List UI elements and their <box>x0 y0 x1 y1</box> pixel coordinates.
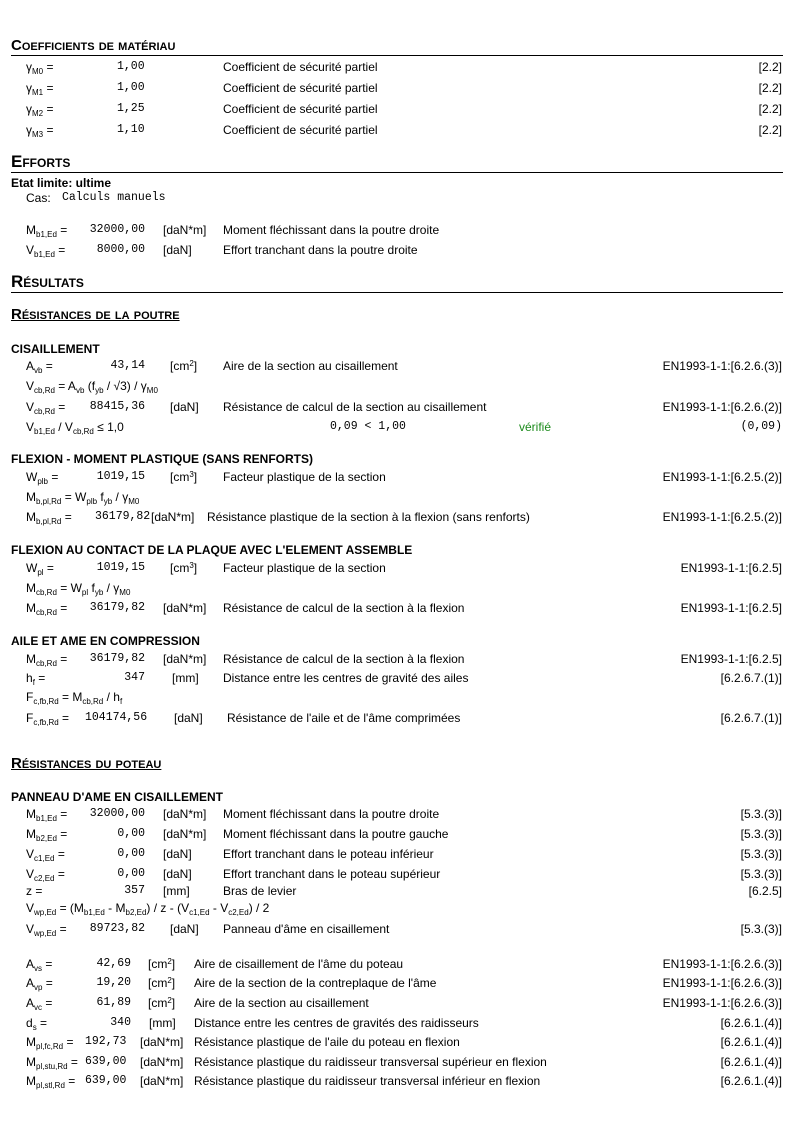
symbol-subscript: vs <box>34 964 43 973</box>
value: 19,20 <box>96 976 131 989</box>
value: 340 <box>110 1016 131 1029</box>
reference: [5.3.(3)] <box>740 827 782 841</box>
value: 61,89 <box>96 996 131 1009</box>
value: 1,25 <box>117 102 145 115</box>
reference: EN1993-1-1:[6.2.6.(3)] <box>662 359 782 373</box>
description: Résistance de l'aile et de l'âme comprimées <box>227 711 461 725</box>
divider <box>11 292 783 293</box>
symbol-label: $M_{cb,Rd}$ = <box>26 652 68 668</box>
value: 36179,82 <box>95 510 151 523</box>
section-title-resultats: Résultats <box>11 272 84 291</box>
description: Coefficient de sécurité partiel <box>223 81 378 95</box>
description: Effort tranchant dans le poteau supérieur <box>223 867 441 881</box>
symbol-label: $M_{b1,Ed}$ = <box>26 223 68 239</box>
value: 0,00 <box>117 867 145 880</box>
unit-exponent: 2 <box>167 996 172 1005</box>
reference: [2.2] <box>758 123 782 137</box>
value: 1,10 <box>117 123 145 136</box>
unit-label: [mm] <box>163 884 190 898</box>
reference: EN1993-1-1:[6.2.6.(3)] <box>662 976 782 990</box>
value: 36179,82 <box>89 601 145 614</box>
value: 639,00 <box>85 1055 127 1068</box>
formula-subscript: M0 <box>146 386 158 395</box>
reference: [5.3.(3)] <box>740 807 782 821</box>
description: Résistance plastique du raidisseur transversal supérieur en flexion <box>194 1055 547 1069</box>
value: 8000,00 <box>96 243 145 256</box>
reference: [6.2.6.7.(1)] <box>720 711 782 725</box>
description: Aire de la section au cisaillement <box>223 359 398 373</box>
unit-label: [daN] <box>163 847 192 861</box>
value: 36179,82 <box>89 652 145 665</box>
subsection-title-compression: AILE ET AME EN COMPRESSION <box>11 634 200 648</box>
reference: [5.3.(3)] <box>740 867 782 881</box>
description: Résistance de calcul de la section à la flexion <box>223 652 465 666</box>
symbol-label: $M_{pl,stl,Rd}$ = <box>26 1074 76 1090</box>
symbol-subscript: pl,stl,Rd <box>36 1081 65 1090</box>
description: Panneau d'âme en cisaillement <box>223 922 390 936</box>
description: Coefficient de sécurité partiel <box>223 102 378 116</box>
formula-subscript: cb,Rd <box>36 588 57 597</box>
unit-label: [daN*m] <box>163 807 207 821</box>
description: Résistance plastique du raidisseur transversal inférieur en flexion <box>194 1074 541 1088</box>
description: Résistance plastique de l'aile du poteau en flexion <box>194 1035 460 1049</box>
symbol-subscript: M3 <box>32 130 44 139</box>
unit-label: [daN*m] <box>163 652 207 666</box>
description: Résistance de calcul de la section au cisaillement <box>223 400 487 414</box>
description: Moment fléchissant dans la poutre gauche <box>223 827 449 841</box>
formula-subscript: f <box>119 697 123 706</box>
value: 1019,15 <box>96 470 145 483</box>
check-status: vérifié <box>519 420 552 434</box>
symbol-subscript: c,fb,Rd <box>33 718 59 727</box>
formula-subscript: M0 <box>128 497 140 506</box>
symbol-label: $M_{pl,fc,Rd}$ = <box>26 1035 74 1051</box>
description: Effort tranchant dans la poutre droite <box>223 243 418 257</box>
symbol-subscript: M2 <box>32 109 44 118</box>
unit-label: [daN*m] <box>163 827 207 841</box>
description: Moment fléchissant dans la poutre droite <box>223 807 440 821</box>
unit-label: [daN] <box>174 711 203 725</box>
symbol-subscript: wp,Ed <box>34 929 57 938</box>
value: 43,14 <box>110 359 145 372</box>
unit-label: $[cm^3]$ <box>170 561 198 575</box>
symbol-subscript: b,pl,Rd <box>36 517 62 526</box>
unit-label: $[cm^2]$ <box>170 359 198 373</box>
value: 357 <box>124 884 145 897</box>
formula-subscript: yb <box>103 497 113 506</box>
section-title-poutre: Résistances de la poutre <box>11 306 180 323</box>
description: Moment fléchissant dans la poutre droite <box>223 223 440 237</box>
reference: [5.3.(3)] <box>740 847 782 861</box>
value: 1019,15 <box>96 561 145 574</box>
symbol-label: $W_{pl}$ = <box>26 561 54 577</box>
formula: $V_{b1,Ed} / V_{cb,Rd} \le 1,0$ <box>26 420 124 436</box>
limit-state-label: Etat limite: ultime <box>11 176 112 190</box>
formula-subscript: M0 <box>119 588 131 597</box>
unit-label: $[cm^2]$ <box>148 976 176 990</box>
value: 1,00 <box>117 60 145 73</box>
subsection-title-cisaillement: CISAILLEMENT <box>11 342 100 356</box>
formula-subscript: vb <box>75 386 85 395</box>
unit-label: $[cm^3]$ <box>170 470 198 484</box>
unit-label: [mm] <box>149 1016 176 1030</box>
value: 1,00 <box>117 81 145 94</box>
reference: EN1993-1-1:[6.2.6.(3)] <box>662 957 782 971</box>
divider <box>11 172 783 173</box>
formula-subscript: b1,Ed <box>34 427 55 436</box>
unit-label: $[cm^2]$ <box>148 957 176 971</box>
reference: [6.2.6.1.(4)] <box>720 1035 782 1049</box>
symbol-label: z = <box>26 884 43 898</box>
unit-label: [mm] <box>172 671 199 685</box>
unit-label: [daN] <box>170 922 199 936</box>
formula: $M_{cb,Rd} = W_{pl}$ $f_{yb} / \gamma_{M0}$ <box>26 581 131 597</box>
description: Résistance plastique de la section à la flexion (sans renforts) <box>207 510 530 524</box>
formula-subscript: b2,Ed <box>125 908 147 917</box>
formula-subscript: b,pl,Rd <box>36 497 62 506</box>
value: 0,00 <box>117 847 145 860</box>
symbol-subscript: pl <box>37 568 44 577</box>
formula-subscript: cb,Rd <box>34 386 55 395</box>
unit-exponent: 3 <box>189 561 194 570</box>
reference: [2.2] <box>758 60 782 74</box>
unit-exponent: 2 <box>167 957 172 966</box>
unit-label: [daN*m] <box>163 601 207 615</box>
section-title-coefficients: Coefficients de matériau <box>11 37 176 54</box>
symbol-label: $V_{c1,Ed}$ = <box>26 847 65 863</box>
formula-subscript: cb,Rd <box>82 697 104 706</box>
symbol-label: $M_{cb,Rd}$ = <box>26 601 68 617</box>
symbol-subscript: f <box>32 678 35 687</box>
symbol-label: $A_{vb}$ = <box>26 359 53 375</box>
value: 89723,82 <box>89 922 145 935</box>
reference: EN1993-1-1:[6.2.5.(2)] <box>662 510 782 524</box>
reference: [6.2.6.1.(4)] <box>720 1055 782 1069</box>
symbol-subscript: b1,Ed <box>36 814 57 823</box>
reference: [5.3.(3)] <box>740 922 782 936</box>
description: Facteur plastique de la section <box>223 561 386 575</box>
reference: EN1993-1-1:[6.2.5.(2)] <box>662 470 782 484</box>
formula-subscript: pl <box>81 588 89 597</box>
description: Aire de la section au cisaillement <box>194 996 369 1010</box>
value: 32000,00 <box>89 807 145 820</box>
value: 42,69 <box>96 957 131 970</box>
description: Coefficient de sécurité partiel <box>223 123 378 137</box>
unit-label: [daN*m] <box>140 1074 184 1088</box>
symbol-label: $V_{c2,Ed}$ = <box>26 867 65 883</box>
symbol-subscript: b1,Ed <box>34 250 55 259</box>
gamma-symbol: $\gamma_{M0}$ = <box>26 60 54 76</box>
reference: [6.2.6.1.(4)] <box>720 1016 782 1030</box>
formula-subscript: c2,Ed <box>228 908 249 917</box>
value: 0,00 <box>117 827 145 840</box>
unit-label: [daN] <box>163 243 192 257</box>
unit-label: [daN*m] <box>163 223 207 237</box>
symbol-label: $W_{plb}$ = <box>26 470 59 486</box>
symbol-label: $V_{wp,Ed}$ = <box>26 922 67 938</box>
reference: [6.2.6.7.(1)] <box>720 671 782 685</box>
formula-subscript: plb <box>86 497 98 506</box>
description: Aire de cisaillement de l'âme du poteau <box>194 957 404 971</box>
gamma-symbol: $\gamma_{M2}$ = <box>26 102 54 118</box>
symbol-subscript: s <box>32 1023 37 1032</box>
formula: $V_{cb,Rd} = A_{vb}$ $(f_{yb} / √3) / \gamma_{M0}$ <box>26 379 158 395</box>
symbol-subscript: cb,Rd <box>36 608 57 617</box>
symbol-subscript: c2,Ed <box>34 874 55 883</box>
description: Distance entre les centres de gravités des raidisseurs <box>194 1016 479 1030</box>
unit-exponent: 2 <box>189 359 194 368</box>
description: Résistance de calcul de la section à la flexion <box>223 601 465 615</box>
reference: [2.2] <box>758 81 782 95</box>
unit-label: [daN] <box>163 867 192 881</box>
symbol-subscript: vc <box>34 1003 43 1012</box>
subsection-title-panneau: PANNEAU D'AME EN CISAILLEMENT <box>11 790 223 804</box>
symbol-label: $M_{b2,Ed}$ = <box>26 827 68 843</box>
value: 32000,00 <box>89 223 145 236</box>
symbol-label: $M_{pl,stu,Rd}$ = <box>26 1055 78 1071</box>
symbol-label: $V_{b1,Ed}$ = <box>26 243 66 259</box>
unit-label: [daN*m] <box>140 1035 184 1049</box>
case-label: Cas: <box>26 191 51 205</box>
description: Bras de levier <box>223 884 297 898</box>
formula-subscript: yb <box>95 386 104 395</box>
symbol-label: $V_{cb,Rd}$ = <box>26 400 66 416</box>
symbol-subscript: cb,Rd <box>36 659 57 668</box>
formula: $M_{b,pl,Rd} = W_{plb}$ $f_{yb} / \gamma_{M0}$ <box>26 490 140 506</box>
unit-label: $[cm^2]$ <box>148 996 176 1010</box>
subsection-title-flexion-plastique: FLEXION - MOMENT PLASTIQUE (SANS RENFORTS) <box>11 452 313 466</box>
symbol-subscript: M0 <box>32 67 44 76</box>
symbol-label: $h_f$ = <box>26 671 46 687</box>
description: Aire de la section de la contreplaque de l'âme <box>194 976 437 990</box>
symbol-subscript: M1 <box>32 88 44 97</box>
gamma-symbol: $\gamma_{M1}$ = <box>26 81 54 97</box>
description: Coefficient de sécurité partiel <box>223 60 378 74</box>
reference: [6.2.5] <box>748 884 782 898</box>
symbol-subscript: pl,fc,Rd <box>36 1042 64 1051</box>
symbol-subscript: c1,Ed <box>34 854 55 863</box>
formula-subscript: c1,Ed <box>189 908 210 917</box>
value: 104174,56 <box>85 711 148 724</box>
formula-subscript: wp,Ed <box>34 908 57 917</box>
value: 639,00 <box>85 1074 127 1087</box>
description: Distance entre les centres de gravité des ailes <box>223 671 469 685</box>
description: Effort tranchant dans le poteau inférieur <box>223 847 434 861</box>
formula: $F_{c,fb,Rd} = M_{cb,Rd} / h_f$ <box>26 690 123 706</box>
reference: [6.2.6.1.(4)] <box>720 1074 782 1088</box>
reference: EN1993-1-1:[6.2.6.(3)] <box>662 996 782 1010</box>
case-value: Calculs manuels <box>62 191 166 204</box>
unit-exponent: 2 <box>167 976 172 985</box>
unit-label: [daN*m] <box>140 1055 184 1069</box>
value: 192,73 <box>85 1035 127 1048</box>
symbol-subscript: vp <box>34 983 43 992</box>
value: 347 <box>124 671 145 684</box>
check-value: 0,09 < 1,00 <box>330 420 406 433</box>
section-title-poteau: Résistances du poteau <box>11 755 162 772</box>
formula: $V_{wp,Ed} = (M_{b1,Ed} - M_{b2,Ed}) / z - (V_{c1,Ed} - V_{c2,Ed}) / 2$ <box>26 901 270 917</box>
unit-label: [daN] <box>170 400 199 414</box>
symbol-label: $A_{vc}$ = <box>26 996 53 1012</box>
gamma-symbol: $\gamma_{M3}$ = <box>26 123 54 139</box>
symbol-subscript: pl,stu,Rd <box>36 1062 68 1071</box>
reference: EN1993-1-1:[6.2.6.(2)] <box>662 400 782 414</box>
symbol-label: $M_{b1,Ed}$ = <box>26 807 68 823</box>
symbol-subscript: vb <box>34 366 43 375</box>
symbol-subscript: plb <box>37 477 49 486</box>
unit-label: [daN*m] <box>151 510 195 524</box>
symbol-label: $A_{vs}$ = <box>26 957 53 973</box>
symbol-subscript: b2,Ed <box>36 834 57 843</box>
formula-subscript: b1,Ed <box>83 908 105 917</box>
symbol-label: $M_{b,pl,Rd}$ = <box>26 510 72 526</box>
formula-subscript: yb <box>94 588 104 597</box>
section-title-efforts: Efforts <box>11 152 71 171</box>
description: Facteur plastique de la section <box>223 470 386 484</box>
check-ratio: (0,09) <box>740 420 782 433</box>
formula-subscript: c,fb,Rd <box>33 697 59 706</box>
symbol-label: $A_{vp}$ = <box>26 976 53 992</box>
value: 88415,36 <box>89 400 145 413</box>
reference: EN1993-1-1:[6.2.5] <box>680 652 782 666</box>
reference: EN1993-1-1:[6.2.5] <box>680 561 782 575</box>
unit-exponent: 3 <box>189 470 194 479</box>
reference: [2.2] <box>758 102 782 116</box>
symbol-subscript: b1,Ed <box>36 230 57 239</box>
formula-subscript: cb,Rd <box>72 427 94 436</box>
symbol-label: $d_s$ = <box>26 1016 48 1032</box>
symbol-subscript: cb,Rd <box>34 407 55 416</box>
symbol-label: $F_{c,fb,Rd}$ = <box>26 711 70 727</box>
divider <box>11 55 783 56</box>
reference: EN1993-1-1:[6.2.5] <box>680 601 782 615</box>
subsection-title-flexion-contact: FLEXION AU CONTACT DE LA PLAQUE AVEC L'ELEMENT ASSEMBLE <box>11 543 413 557</box>
